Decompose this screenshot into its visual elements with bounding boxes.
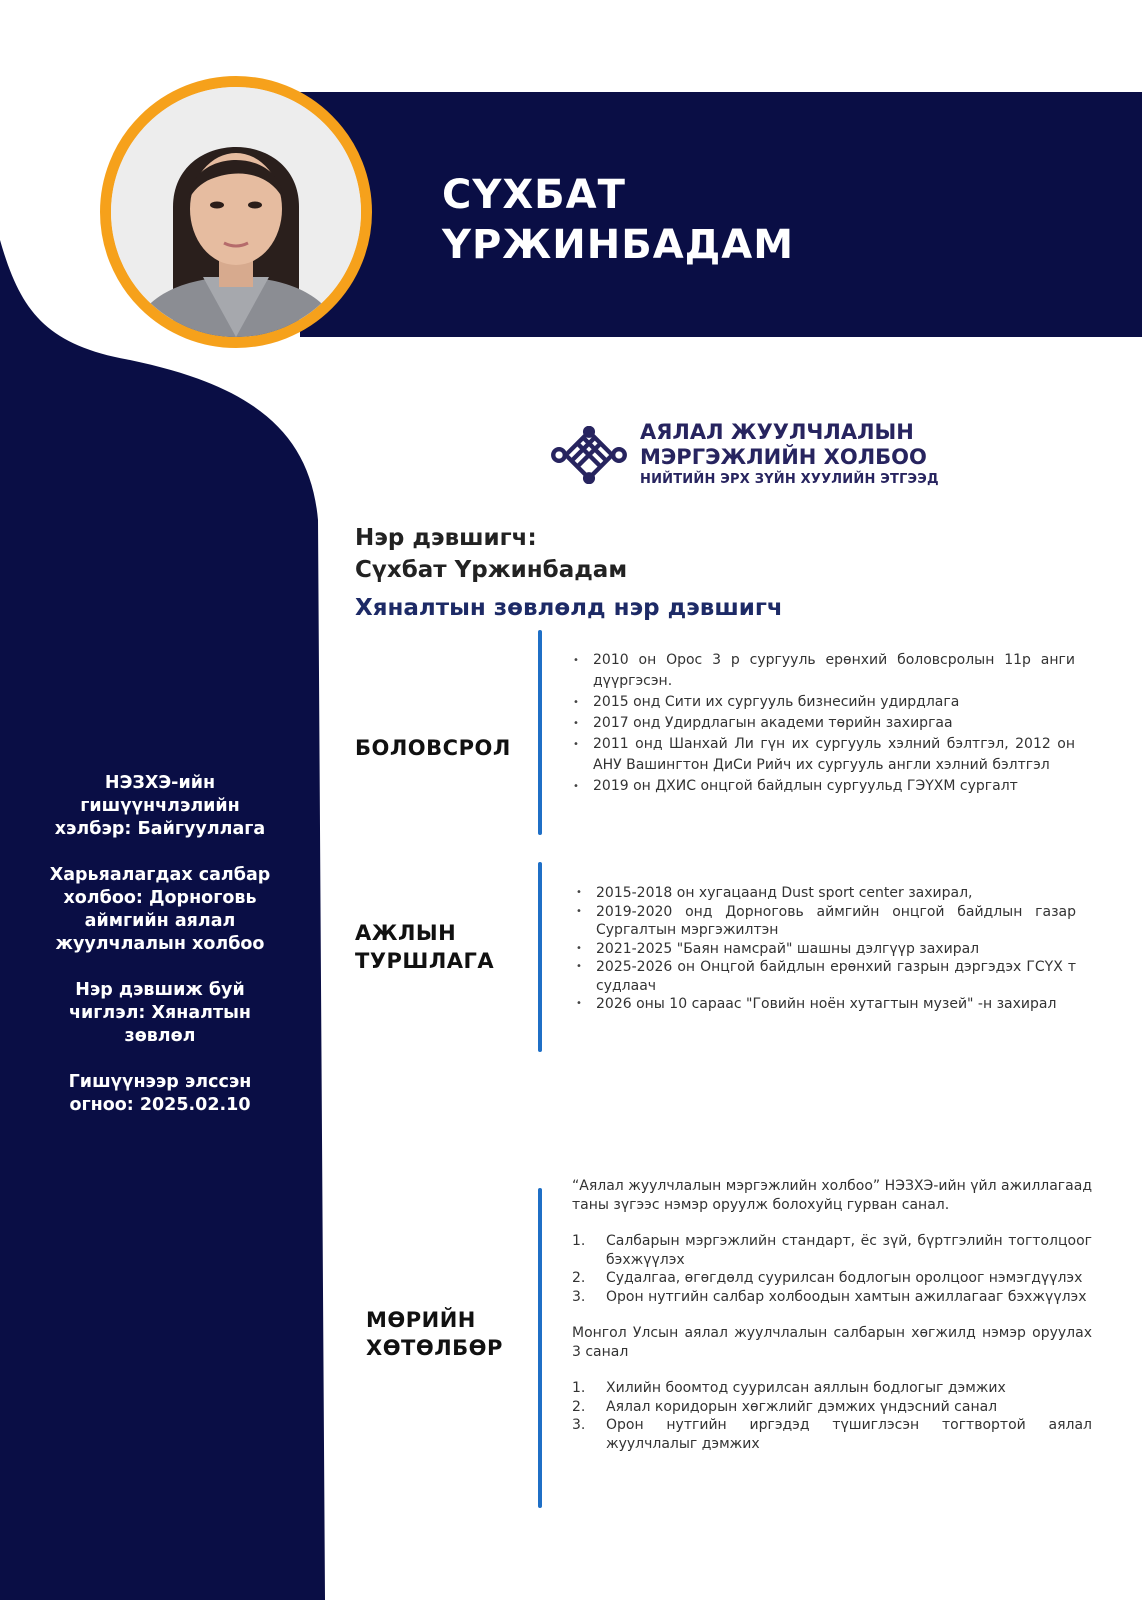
platform-intro-1: “Аялал жуулчлалын мэргэжлийн холбоо” НЭЗХЭ-ийн үйл ажиллагаад таны зүгээс нэмэр оруулж болохуйц гурван санал.: [572, 1178, 1092, 1213]
list-item-text: Салбарын мэргэжлийн стандарт, ёс зүй, бүртгэлийн тогтолцоог бэхжүүлэх: [606, 1233, 1092, 1268]
experience-heading-line-1: АЖЛЫН: [355, 921, 457, 945]
list-number: 3.: [572, 1288, 586, 1305]
platform-list-2: [572, 1379, 1092, 1453]
list-item: • 2011 онд Шанхай Ли гүн их сургууль хэлний бэлтгэл, 2012 он АНУ Вашингтон ДиСи Рийч их сургууль англи хэлний бэлтгэл: [571, 734, 1075, 776]
name-line-2: ҮРЖИНБАДАМ: [442, 222, 795, 268]
platform-divider: [538, 1188, 542, 1508]
name-line-1: СҮХБАТ: [442, 172, 626, 218]
sidebar-membership: НЭЗХЭ-ийн гишүүнчлэлийн хэлбэр: Байгууллага: [54, 773, 266, 839]
logo-title-line-2: МЭРГЭЖЛИЙН ХОЛБОО: [640, 445, 927, 469]
portrait-image: [111, 87, 361, 337]
candidate-name: Сүхбат Үржинбадам: [355, 557, 628, 583]
logo-subtitle: НИЙТИЙН ЭРХ ЗҮЙН ХУУЛИЙН ЭТГЭЭД: [640, 472, 939, 487]
experience-heading-line-2: ТУРШЛАГА: [355, 949, 495, 973]
endless-knot-icon: [550, 426, 628, 484]
list-item: • 2015-2018 он хугацаанд Dust sport center захирал,: [574, 884, 1076, 903]
list-item: [572, 1232, 1092, 1269]
platform-heading-line-1: МӨРИЙН: [366, 1308, 476, 1332]
list-item: [572, 1379, 1092, 1398]
list-item-text: Орон нутгийн иргэдэд түшиглэсэн тогтвортой аялал жуулчлалыг дэмжих: [606, 1417, 1092, 1452]
list-item: [572, 1269, 1092, 1288]
platform-intro-2: Монгол Улсын аялал жуулчлалын салбарын хөгжилд нэмэр оруулах 3 санал: [572, 1325, 1092, 1360]
logo-title-line-1: АЯЛАЛ ЖУУЛЧЛАЛЫН: [640, 420, 914, 444]
list-item-text: Орон нутгийн салбар холбоодын хамтын ажиллагааг бэхжүүлэх: [606, 1288, 1087, 1305]
candidate-position: Хяналтын зөвлөлд нэр дэвшигч: [355, 595, 783, 621]
list-number: 3.: [572, 1417, 586, 1433]
list-number: 1.: [572, 1233, 586, 1249]
candidate-info: [355, 522, 783, 626]
list-item: • 2021-2025 "Баян намсрай" шашны дэлгүүр захирал: [574, 940, 1076, 959]
experience-divider: [538, 862, 542, 1052]
sidebar-direction: Нэр дэвшиж буй чиглэл: Хяналтын зөвлөл: [68, 980, 252, 1046]
list-item: • 2026 оны 10 сараас "Говийн ноён хутагтын музей" -н захирал: [574, 995, 1076, 1014]
platform-heading-line-2: ХӨТӨЛБӨР: [366, 1336, 503, 1360]
platform-heading: [366, 1306, 503, 1362]
experience-list: [574, 884, 1076, 1014]
list-item: [572, 1398, 1092, 1417]
candidate-name-title: [442, 170, 794, 270]
list-item: • 2010 он Орос 3 р сургууль ерөнхий боловсролын 11р анги дүүргэсэн.: [571, 650, 1075, 692]
experience-heading: [355, 919, 494, 975]
candidate-label: Нэр дэвшигч:: [355, 525, 537, 551]
list-number: 2.: [572, 1270, 586, 1286]
sidebar-branch: Харьяалагдах салбар холбоо: Дорноговь аймгийн аялал жуулчлалын холбоо: [49, 865, 271, 954]
candidate-photo: [100, 76, 372, 348]
sidebar-joined-date: Гишүүнээр элссэн огноо: 2025.02.10: [68, 1072, 252, 1115]
list-item: • 2019 он ДХИС онцгой байдлын сургуульд ГЭҮХМ сургалт: [571, 776, 1075, 797]
list-item: • 2017 онд Удирдлагын академи төрийн захиргаа: [571, 713, 1075, 734]
platform-content: [572, 1177, 1092, 1453]
list-item: • 2019-2020 онд Дорноговь аймгийн онцгой байдлын газар Сургалтын мэргэжилтэн: [574, 903, 1076, 940]
list-number: 1.: [572, 1380, 586, 1396]
list-item: [572, 1288, 1092, 1307]
list-item: • 2025-2026 он Онцгой байдлын ерөнхий газрын дэргэдэх ГСҮХ т судлаач: [574, 958, 1076, 995]
education-divider: [538, 630, 542, 835]
list-item-text: Судалгаа, өгөгдөлд суурилсан бодлогын оролцоог нэмэгдүүлэх: [606, 1270, 1083, 1286]
list-item-text: Аялал коридорын хөгжлийг дэмжих үндэсний санал: [606, 1398, 998, 1415]
list-item-text: Хилийн боомтод суурилсан аяллын бодлогыг дэмжих: [606, 1380, 1006, 1396]
education-list: [571, 650, 1075, 797]
list-number: 2.: [572, 1398, 586, 1415]
education-heading-text: БОЛОВСРОЛ: [355, 736, 511, 760]
list-item: • 2015 онд Сити их сургууль бизнесийн удирдлага: [571, 692, 1075, 713]
list-item: [572, 1416, 1092, 1453]
platform-list-1: [572, 1232, 1092, 1306]
education-heading: [355, 734, 511, 762]
